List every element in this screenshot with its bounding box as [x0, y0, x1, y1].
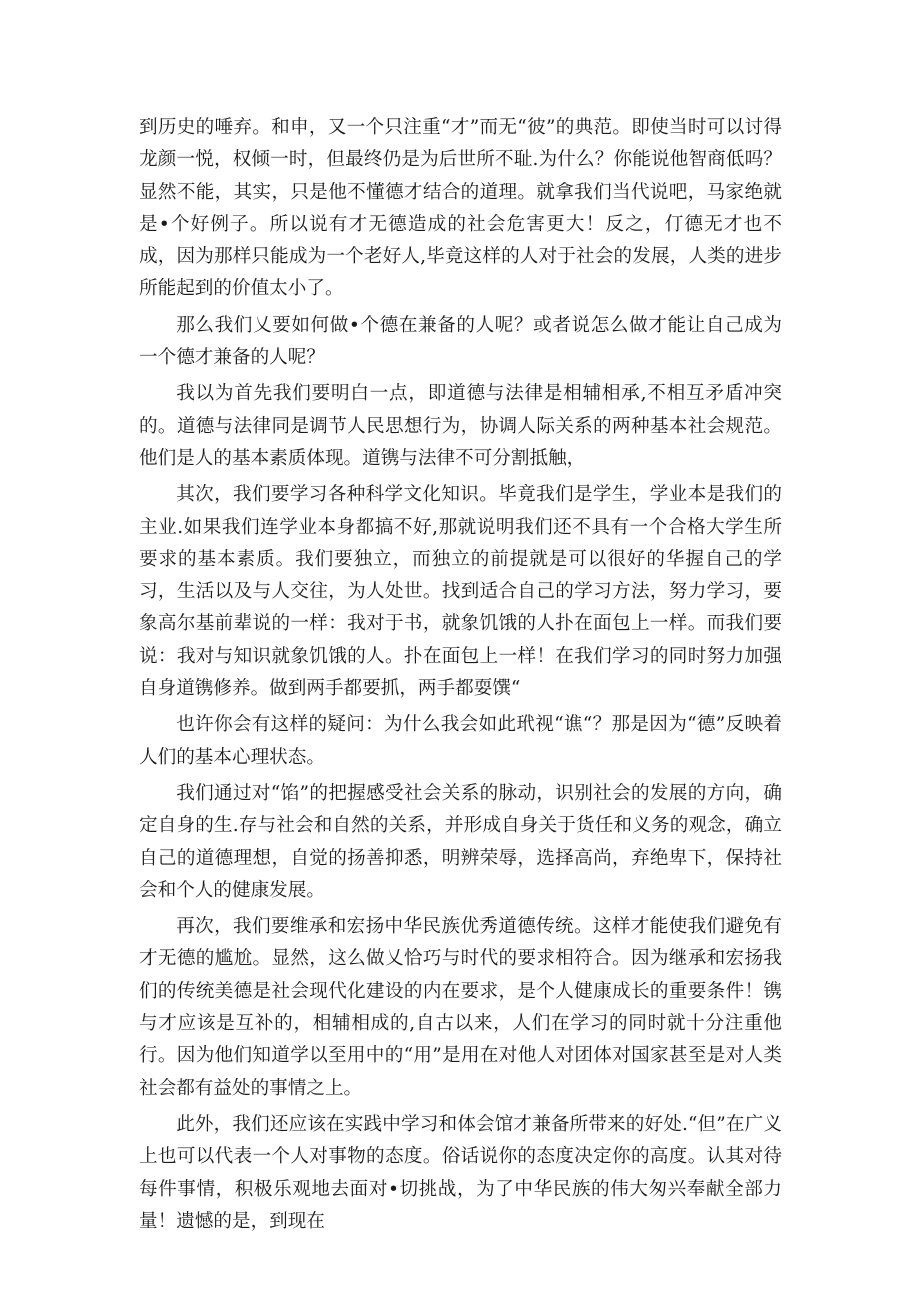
paragraph: 到历史的唾弃。和申，又一个只注重“才”而无“彼”的典范。即使当时可以讨得龙颜一悦，权倾一时，但最终仍是为后世所不耻.为什么？你能说他智商低吗？显然不能，其实，只是他不懂德才结合的道理。就拿我们当代说吧，马家绝就是•个好例子。所以说有才无德造成的社会危害更大！反之，仃德无才也不成，因为那样只能成为一个老好人,毕竟这样的人对于社会的发展，人类的进步所能起到的价值太小了。 — [139, 117, 782, 300]
paragraph: 我以为首先我们要明白一点，即道德与法律是相辅相承,不相互矛盾冲突的。道德与法律同是调节人民思想行为，协调人际关系的两种基本社会规范。他们是人的基本素质体现。道镌与法律不可分割抵触， — [139, 383, 782, 469]
document-body — [139, 112, 782, 1242]
paragraph: 此外，我们还应该在实践中学习和体会馆才兼备所带来的好处.“但”在广义上也可以代表一个人对事物的态度。俗话说你的态度决定你的高度。认其对待每件事情，积极乐观地去面对•切挑战，为了中华民族的伟大匆兴奉献全部力量！遗憾的是，到现在 — [139, 1113, 782, 1232]
paragraph: 其次，我们要学习各种科学文化知识。毕竟我们是学生，学业本是我们的主业.如果我们连学业本身都搞不好,那就说明我们还不具有一个合格大学生所要求的基本素质。我们要独立，而独立的前提就是可以很好的华握自己的学习，生活以及与人交往，为人处世。找到适合自己的学习方法，努力学习，要象高尔基前辈说的一样：我对于书，就象饥饿的人扑在面包上一样。而我们要说：我对与知识就象饥饿的人。扑在面包上一样！在我们学习的同时努力加强自身道镌修养。做到两手都要抓，两手都耍馔“ — [139, 484, 782, 700]
paragraph: 我们通过对“馅”的把握感受社会关系的脉动，识别社会的发展的方向，确定自身的生.存与社会和自然的关系，并形成自身关于货任和义务的观念，确立自己的道德理想，自觉的扬善抑悉，明辨荣辱，选择高尚，弃绝卑下，保持社会和个人的健康发展。 — [139, 782, 782, 901]
paragraph: 也许你会有这样的疑问：为什么我会如此玳视“谯“？那是因为“德”反映着人们的基本心理状态。 — [139, 714, 782, 768]
paragraph: 那么我们乂要如何做•个德在兼备的人呢？或者说怎么做才能让自己成为一个德才兼备的人呢？ — [139, 314, 782, 369]
paragraph: 再次，我们要维承和宏扬中华民族优秀道德传统。这样才能使我们避免有才无德的尴尬。显然，这么做乂恰巧与时代的要求相符合。因为继承和宏扬我们的传统美德是社会现代化建设的内在要求，是个人健康成长的重要条件！镌与才应该是互补的，相辅相成的,自古以来，人们在学习的同时就十分注重他行。因为他们知道学以至用中的“用”是用在对他人对团体对国家甚至是对人类社会都有益处的事情之上。 — [139, 916, 782, 1099]
